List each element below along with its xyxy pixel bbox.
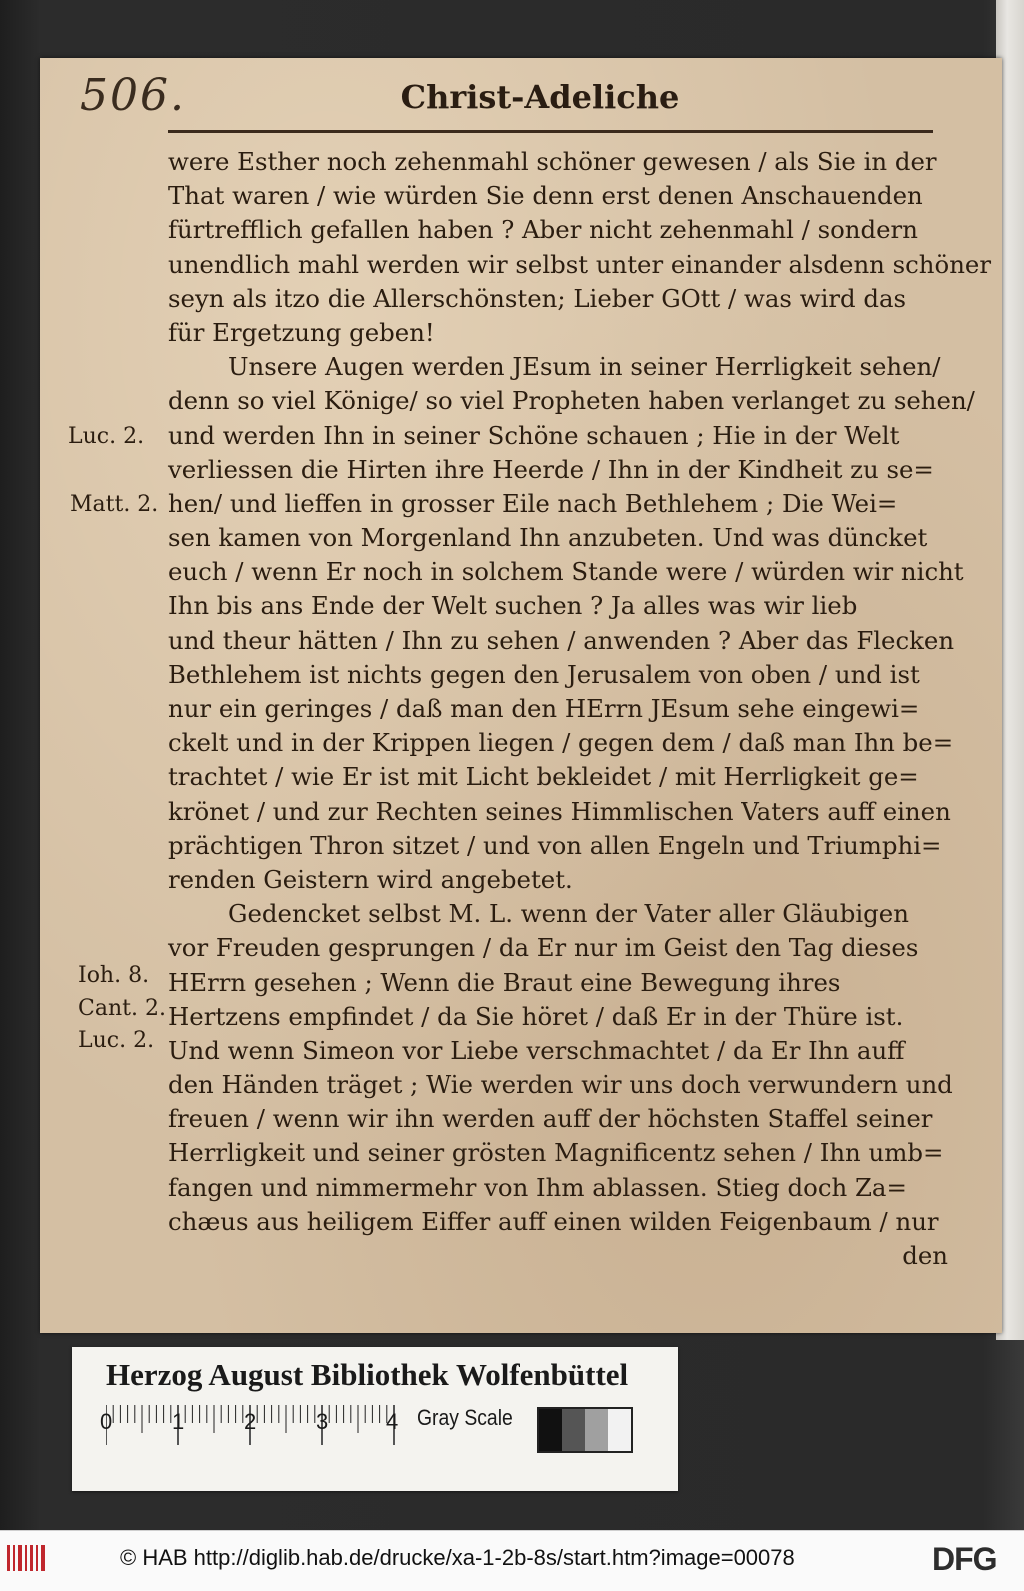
text-line: nur ein geringes / daß man den HErrn JEsum sehe eingewi= — [168, 694, 920, 723]
text-line: Und wenn Simeon vor Liebe verschmachtet / da Er Ihn auff — [168, 1035, 905, 1065]
gray-scale-label: Gray Scale — [417, 1405, 513, 1430]
text-line: chæus aus heiligem Eiffer auff einen wilden Feigenbaum / nur — [168, 1206, 939, 1236]
text-line: Hertzens empfindet / da Sie höret / daß Er in der Thüre ist. — [168, 1001, 904, 1031]
gray-patch — [585, 1409, 608, 1451]
text-line: krönet / und zur Rechten seines Himmlischen Vaters auff einen — [168, 796, 951, 826]
text-line: renden Geistern wird angebetet. — [168, 864, 573, 894]
head-rule — [168, 130, 933, 133]
text-line: verliessen die Hirten ihre Heerde / Ihn in der Kindheit zu se= — [168, 454, 934, 484]
gray-scale-patches — [537, 1407, 633, 1453]
running-head: Christ-Adeliche — [400, 78, 680, 116]
text-line: Herrligkeit und seiner grösten Magnificentz sehen / Ihn umb= — [168, 1138, 944, 1168]
text-line: That waren / wie würden Sie denn erst denen Anschauenden — [168, 181, 923, 211]
ruler-label: 4 — [386, 1409, 399, 1434]
text-line: vor Freuden gesprungen / da Er nur im Geist den Tag dieses — [168, 933, 919, 963]
gray-patch — [539, 1409, 562, 1451]
text-line: freuen / wenn wir ihn werden auff der höchsten Staffel seiner — [168, 1104, 933, 1134]
text-line: denn so viel Könige/ so viel Propheten haben verlanget zu sehen/ — [168, 386, 975, 416]
ruler-label: 3 — [316, 1409, 329, 1434]
text-line: fürtrefflich gefallen haben ? Aber nicht zehenmahl / sondern — [168, 215, 918, 245]
body-text — [168, 145, 992, 1273]
margin-note: Cant. 2. — [78, 996, 166, 1021]
text-line: für Ergetzung geben! — [168, 317, 435, 347]
text-line: Gedencket selbst M. L. wenn der Vater aller Gläubigen — [228, 899, 909, 929]
page-number: 506. — [80, 70, 186, 121]
color-target-card — [72, 1347, 678, 1491]
footer-bar — [0, 1530, 1024, 1591]
margin-note: Luc. 2. — [68, 424, 145, 449]
margin-note: Ioh. 8. — [78, 963, 150, 988]
text-line: Unsere Augen werden JEsum in seiner Herrligkeit sehen/ — [228, 352, 941, 382]
text-line: Ihn bis ans Ende der Welt suchen ? Ja alles was wir lieb — [168, 591, 858, 621]
text-line: HErrn gesehen ; Wenn die Braut eine Bewegung ihres — [168, 967, 841, 997]
ruler-label: 2 — [244, 1409, 257, 1434]
citation-link[interactable]: © HAB http://diglib.hab.de/drucke/xa-1-2b-8s/start.htm?image=00078 — [120, 1545, 795, 1570]
text-line: und werden Ihn in seiner Schöne schauen ; Hie in der Welt — [168, 420, 900, 450]
text-line: hen/ und lieffen in grosser Eile nach Bethlehem ; Die Wei= — [168, 488, 898, 518]
text-line: fangen und nimmermehr von Ihm ablassen. Stieg doch Za= — [168, 1172, 907, 1202]
margin-note: Luc. 2. — [78, 1028, 155, 1053]
text-line: ckelt und in der Krippen liegen / gegen dem / daß man Ihn be= — [168, 728, 954, 758]
catchword: den — [902, 1241, 948, 1270]
ruler-label: 0 — [100, 1409, 113, 1434]
text-line: den Händen träget ; Wie werden wir uns doch verwundern und — [168, 1070, 953, 1100]
gray-patch — [608, 1409, 631, 1451]
text-line: Bethlehem ist nichts gegen den Jerusalem von oben / und ist — [168, 659, 920, 689]
library-name: Herzog August Bibliothek Wolfenbüttel — [106, 1357, 629, 1392]
text-line: unendlich mahl werden wir selbst unter einander alsdenn schöner — [168, 249, 992, 279]
text-line: sen kamen von Morgenland Ihn anzubeten. Und was düncket — [168, 523, 928, 553]
text-line: euch / wenn Er noch in solchem Stande were / würden wir nicht — [168, 557, 964, 587]
text-line: trachtet / wie Er ist mit Licht bekleidet / mit Herrligkeit ge= — [168, 762, 919, 792]
text-line: und theur hätten / Ihn zu sehen / anwenden ? Aber das Flecken — [168, 625, 955, 655]
text-line: prächtigen Thron sitzet / und von allen Engeln und Triumphi= — [168, 830, 942, 860]
gray-patch — [562, 1409, 585, 1451]
hab-barcode-logo-icon — [6, 1543, 48, 1573]
margin-note: Matt. 2. — [70, 492, 159, 517]
text-line: were Esther noch zehenmahl schöner gewesen / als Sie in der — [168, 147, 937, 176]
ruler-label: 1 — [172, 1409, 185, 1434]
text-line: seyn als itzo die Allerschönsten; Lieber GOtt / was wird das — [168, 283, 907, 313]
dfg-logo: DFG — [932, 1541, 997, 1577]
